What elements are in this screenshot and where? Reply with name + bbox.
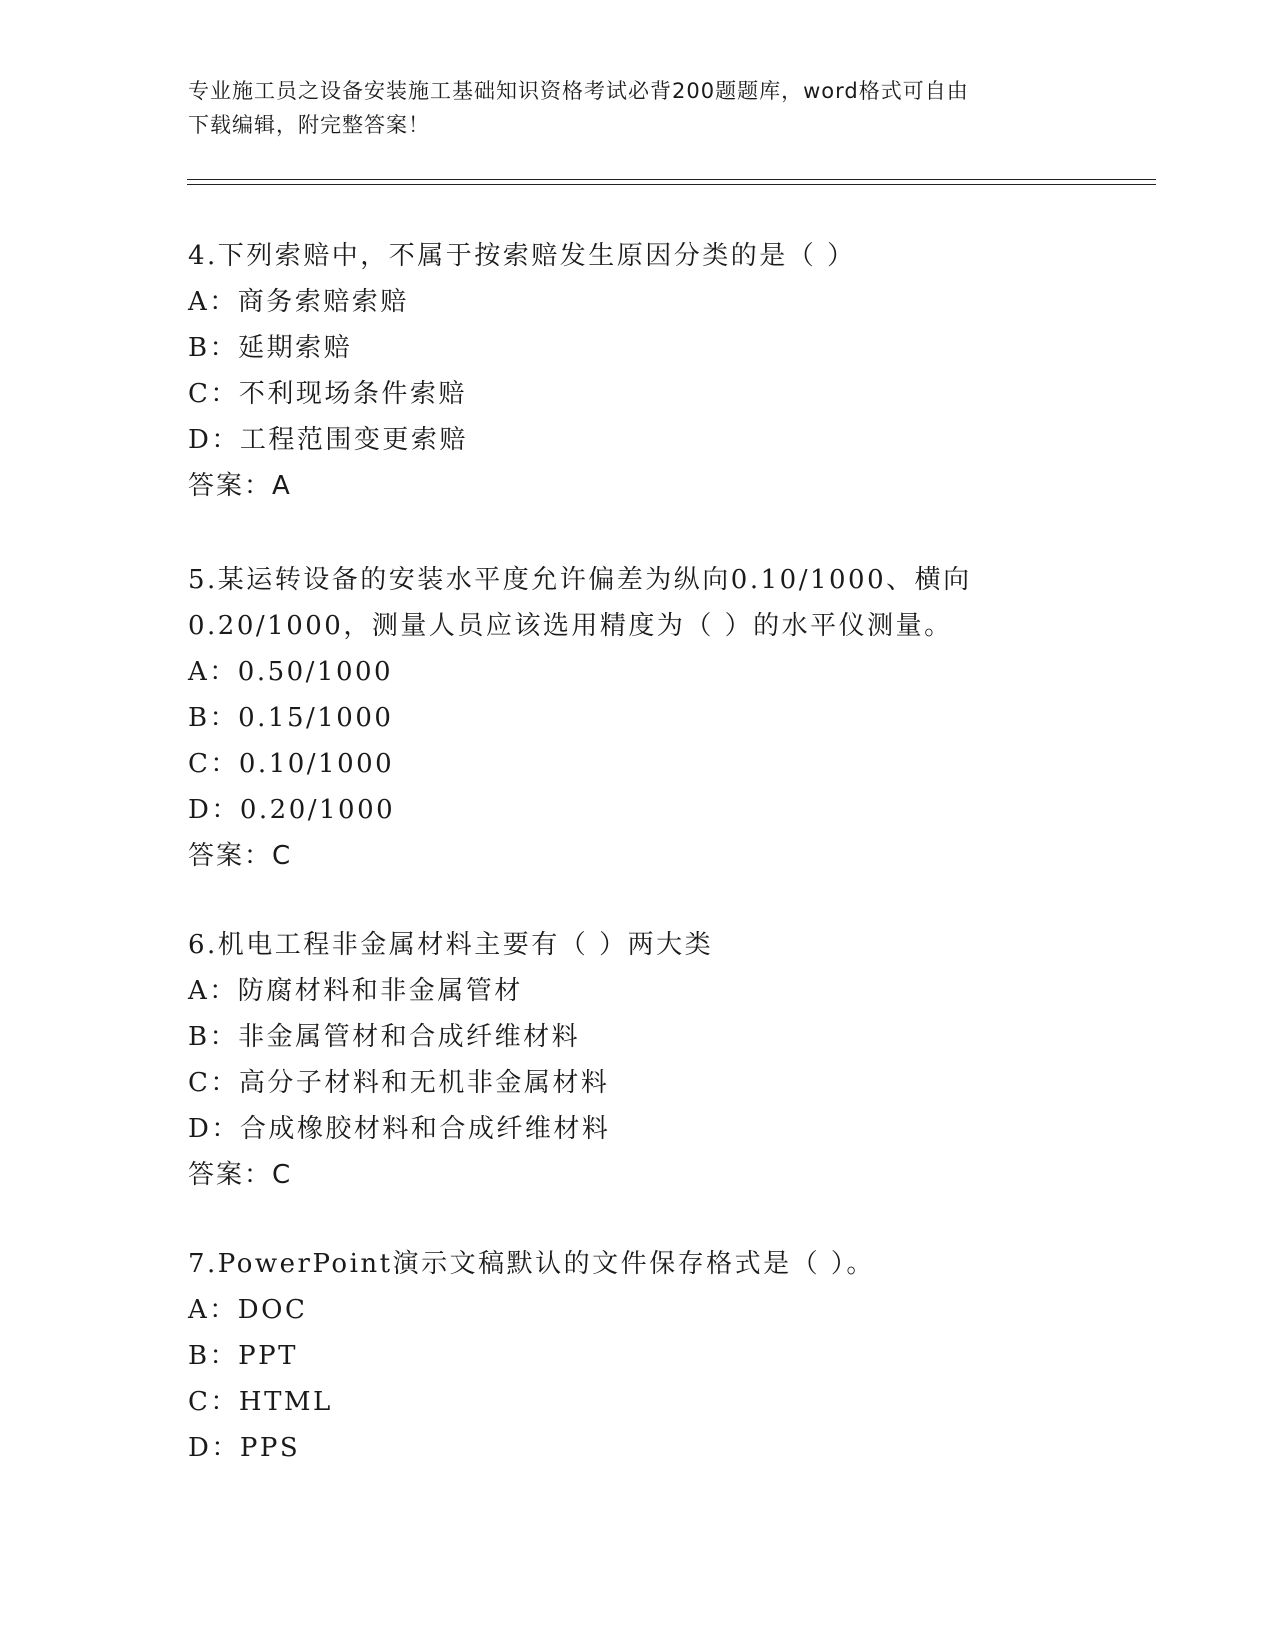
header-line-2: 下载编辑，附完整答案！ bbox=[188, 113, 430, 137]
option-c: C：高分子材料和无机非金属材料 bbox=[188, 1068, 610, 1098]
question-stem: 4.下列索赔中，不属于按索赔发生原因分类的是（ ） bbox=[188, 241, 856, 271]
header-line-1: 专业施工员之设备安装施工基础知识资格考试必背200题题库，word格式可自由 bbox=[188, 79, 969, 103]
question-stem-continued: 0.20/1000，测量人员应该选用精度为（ ）的水平仪测量。 bbox=[188, 611, 953, 641]
answer-line: 答案：C bbox=[188, 841, 293, 871]
question-5 bbox=[188, 557, 1148, 879]
option-d: D：PPS bbox=[188, 1433, 301, 1463]
answer-line: 答案：C bbox=[188, 1160, 293, 1190]
header-divider-bottom bbox=[187, 184, 1156, 185]
option-d: D：0.20/1000 bbox=[188, 795, 396, 825]
option-d: D：工程范围变更索赔 bbox=[188, 425, 468, 455]
question-7 bbox=[188, 1241, 1148, 1471]
question-stem: 6.机电工程非金属材料主要有（ ）两大类 bbox=[188, 930, 714, 960]
option-d: D：合成橡胶材料和合成纤维材料 bbox=[188, 1114, 611, 1144]
option-b: B：非金属管材和合成纤维材料 bbox=[188, 1022, 581, 1052]
option-a: A：DOC bbox=[188, 1295, 308, 1325]
option-a: A：0.50/1000 bbox=[188, 657, 394, 687]
option-c: C：HTML bbox=[188, 1387, 333, 1417]
option-b: B：0.15/1000 bbox=[188, 703, 394, 733]
option-b: B：延期索赔 bbox=[188, 333, 353, 363]
question-stem: 5.某运转设备的安装水平度允许偏差为纵向0.10/1000、横向 bbox=[188, 565, 972, 595]
option-c: C：0.10/1000 bbox=[188, 749, 395, 779]
document-header bbox=[188, 74, 1078, 142]
question-6 bbox=[188, 922, 1148, 1198]
option-a: A：商务索赔索赔 bbox=[188, 287, 409, 317]
header-divider-top bbox=[187, 179, 1156, 180]
question-4 bbox=[188, 233, 1148, 509]
question-stem: 7.PowerPoint演示文稿默认的文件保存格式是（ ）。 bbox=[188, 1249, 875, 1279]
option-a: A：防腐材料和非金属管材 bbox=[188, 976, 523, 1006]
answer-line: 答案：A bbox=[188, 471, 292, 501]
option-b: B：PPT bbox=[188, 1341, 298, 1371]
option-c: C：不利现场条件索赔 bbox=[188, 379, 467, 409]
